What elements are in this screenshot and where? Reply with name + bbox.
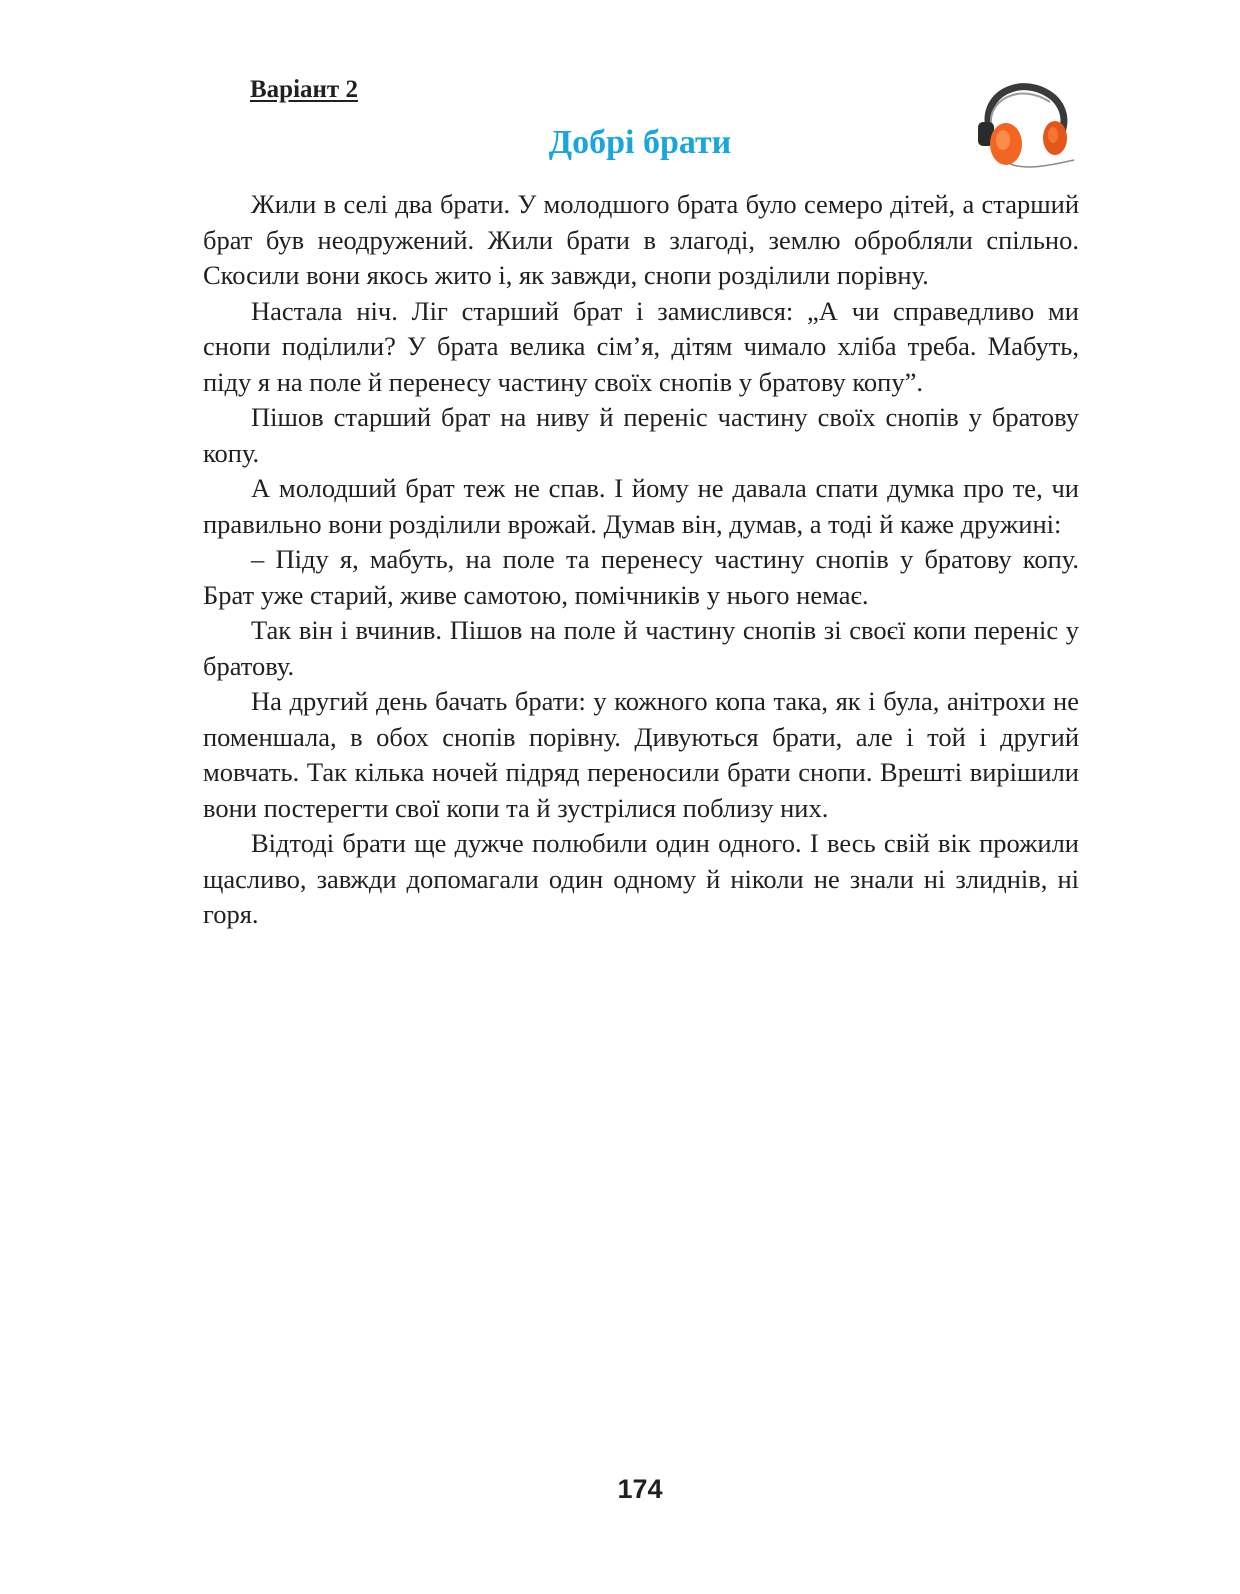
story-body: [203, 187, 1079, 933]
story-paragraph-7: На другий день бачать брати: у кожного копа така, як і була, анітрохи не поменшала, в обох снопів порівну. Дивуються брати, але і той і другий мовчать. Так кілька ночей підряд переносили брати снопи. Врешті вирішили вони постерегти свої копи та й зустрілися поблизу них.: [203, 686, 1079, 823]
story-title: Добрі брати: [548, 124, 732, 161]
story-paragraph-6: Так він і вчинив. Пішов на поле й частину снопів зі своєї копи переніс у братову.: [203, 615, 1079, 681]
story-paragraph-1: Жили в селі два брати. У молодшого брата було семеро дітей, а старший брат був неодружений. Жили брати в злагоді, землю обробляли спільно. Скосили вони якось жито і, як завжди, снопи розділили порівну.: [203, 189, 1079, 290]
story-paragraph-3: Пішов старший брат на ниву й переніс частину своїх снопів у братову копу.: [203, 402, 1079, 468]
variant-heading: Варіант 2: [250, 76, 358, 103]
story-paragraph-2: Настала ніч. Ліг старший брат і замислився: „А чи справедливо ми снопи поділили? У брата велика сім’я, дітям чимало хліба треба. Мабуть, піду я на поле й перенесу частину своїх снопів у братову копу”.: [203, 295, 1079, 397]
page-number: 174: [617, 1474, 663, 1504]
story-paragraph-8: Відтоді брати ще дужче полюбили один одного. І весь свій вік прожили щасливо, завжди допомагали один одному й ніколи не знали ні злиднів, ні горя.: [203, 828, 1079, 929]
story-paragraph-4: А молодший брат теж не спав. І йому не давала спати думка про те, чи правильно вони розділили врожай. Думав він, думав, а тоді й каже дружині:: [203, 473, 1079, 539]
story-paragraph-5: – Піду я, мабуть, на поле та перенесу частину снопів у братову копу. Брат уже старий, живе самотою, помічників у нього немає.: [203, 544, 1079, 610]
headphones-icon: [968, 74, 1078, 174]
